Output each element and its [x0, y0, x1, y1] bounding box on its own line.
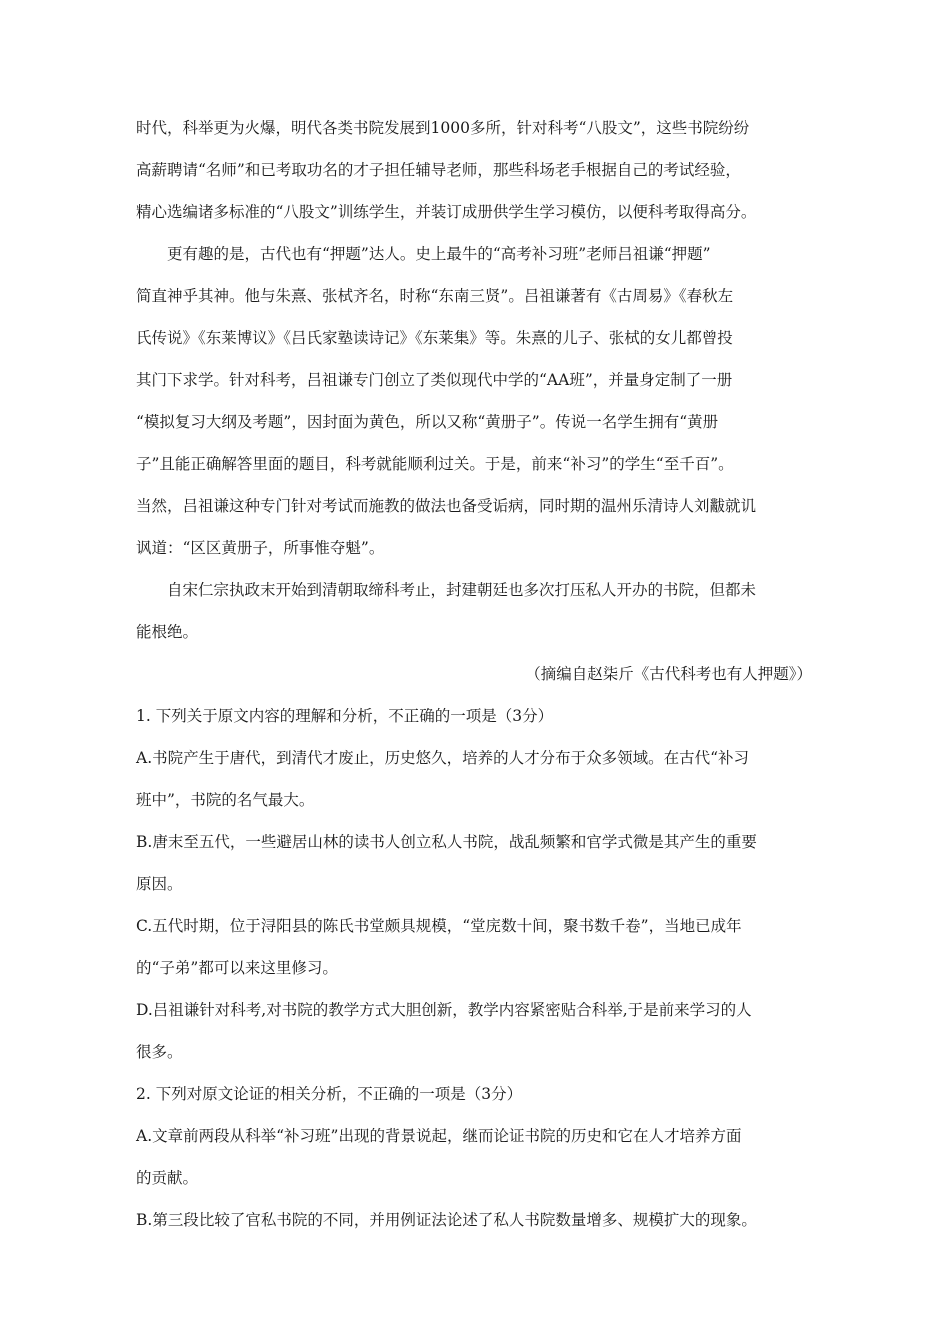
text-line: “模拟复习大纲及考题”，因封面为黄色，所以又称“黄册子”。传说一名学生拥有“黄册	[136, 413, 719, 431]
source-citation: （摘编自赵柒斤《古代科考也有人押题》）	[525, 665, 812, 683]
paragraph-start-line: 自宋仁宗执政末开始到清朝取缔科考止，封建朝廷也多次打压私人开办的书院，但都未	[167, 581, 757, 599]
text-line: 高薪聘请“名师”和已考取功名的才子担任辅导老师，那些科场老手根据自己的考试经验，	[136, 161, 741, 179]
text-line: 能根绝。	[136, 623, 199, 641]
question-1-option-a: A.书院产生于唐代，到清代才废止，历史悠久，培养的人才分布于众多领域。在古代“补习	[136, 749, 750, 767]
text-line: 精心选编诸多标准的“八股文”训练学生，并装订成册供学生学习模仿，以便科考取得高分。	[136, 203, 757, 221]
question-1-option-a-cont: 班中”，书院的名气最大。	[136, 791, 315, 809]
question-2-option-a-cont: 的贡献。	[136, 1169, 199, 1187]
text-line: 其门下求学。针对科考，吕祖谦专门创立了类似现代中学的“AA班”，并量身定制了一册	[136, 371, 733, 389]
text-line: 时代，科举更为火爆，明代各类书院发展到1000多所，针对科考“八股文”，这些书院纷纷	[136, 119, 750, 137]
question-1-option-c-cont: 的“子弟”都可以来这里修习。	[136, 959, 338, 977]
question-2-option-b: B.第三段比较了官私书院的不同，并用例证法论述了私人书院数量增多、规模扩大的现象。	[136, 1211, 757, 1229]
question-1-stem: 1. 下列关于原文内容的理解和分析，不正确的一项是（3分）	[136, 707, 554, 725]
text-line: 讽道：“区区黄册子，所事惟夺魁”。	[136, 539, 385, 557]
text-line: 氏传说》《东莱博议》《吕氏家塾读诗记》《东莱集》等。朱熹的儿子、张栻的女儿都曾投	[136, 329, 733, 347]
document-body	[136, 118, 816, 1252]
question-2-option-a: A.文章前两段从科举“补习班”出现的背景说起，继而论证书院的历史和它在人才培养方面	[136, 1127, 742, 1145]
text-line: 子”且能正确解答里面的题目，科考就能顺利过关。于是，前来“补习”的学生“至千百”。	[136, 455, 734, 473]
question-1-option-d: D.吕祖谦针对科考,对书院的教学方式大胆创新，教学内容紧密贴合科举,于是前来学习的人	[136, 1001, 752, 1019]
question-1-option-c: C.五代时期，位于浔阳县的陈氏书堂颇具规模，“堂庑数十间，聚书数千卷”，当地已成年	[136, 917, 742, 935]
text-line: 简直神乎其神。他与朱熹、张栻齐名，时称“东南三贤”。吕祖谦著有《古周易》《春秋左	[136, 287, 734, 305]
question-1-option-b-cont: 原因。	[136, 875, 183, 893]
text-line: 当然，吕祖谦这种专门针对考试而施教的做法也备受诟病，同时期的温州乐清诗人刘黻就讥	[136, 497, 757, 515]
question-1-option-b: B.唐末至五代，一些避居山林的读书人创立私人书院，战乱频繁和官学式微是其产生的重要	[136, 833, 757, 851]
question-2-stem: 2. 下列对原文论证的相关分析，不正确的一项是（3分）	[136, 1085, 523, 1103]
question-1-option-d-cont: 很多。	[136, 1043, 183, 1061]
paragraph-start-line: 更有趣的是，古代也有“押题”达人。史上最牛的“高考补习班”老师吕祖谦“押题”	[167, 245, 711, 263]
